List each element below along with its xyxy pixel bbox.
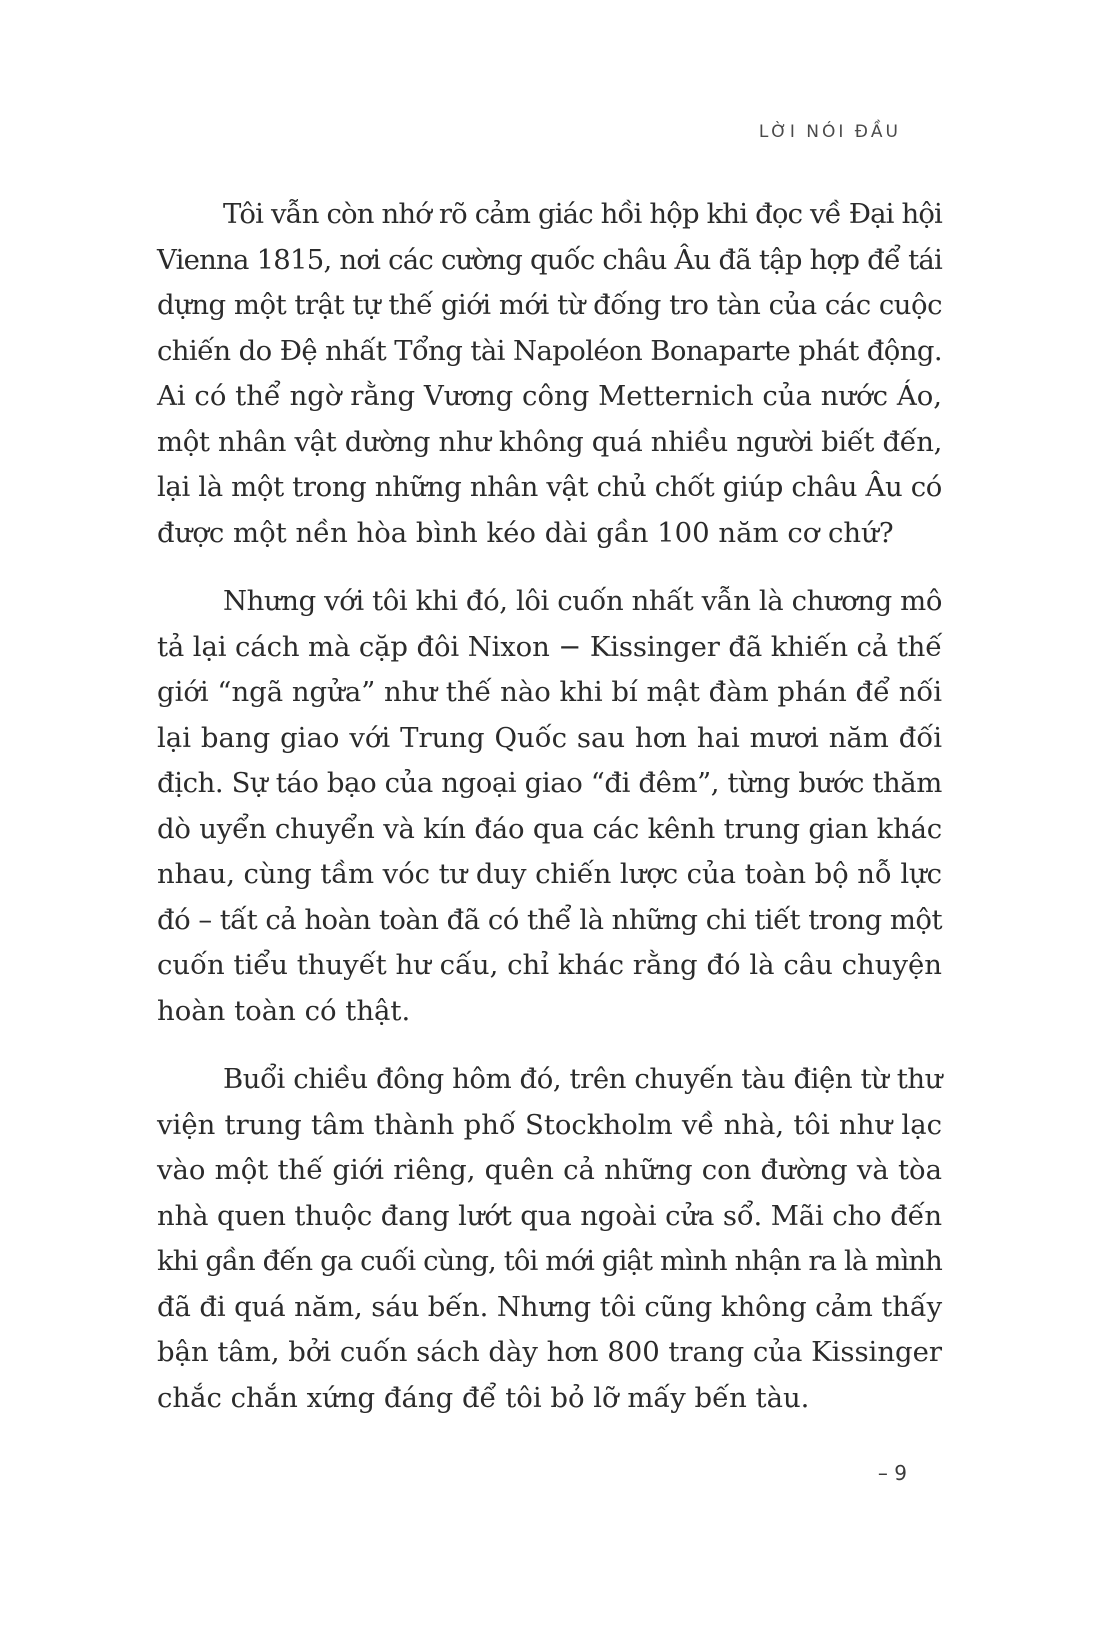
text-line: nhà quen thuộc đang lướt qua ngoài cửa sổ. Mãi cho đến [157, 1199, 943, 1232]
text-line: lại là một trong những nhân vật chủ chốt giúp châu Âu có [157, 471, 942, 503]
page-body [157, 192, 942, 1444]
text-line: Ai có thể ngờ rằng Vương công Metternich của nước Áo, [157, 380, 942, 412]
text-line: tả lại cách mà cặp đôi Nixon − Kissinger đã khiến cả thế [157, 630, 942, 663]
body-paragraph [157, 579, 942, 1034]
text-line: Buổi chiều đông hôm đó, trên chuyến tàu điện từ thư [223, 1063, 942, 1095]
page-number: – 9 [877, 1461, 907, 1485]
text-line: Vienna 1815, nơi các cường quốc châu Âu đã tập hợp để tái [157, 243, 942, 276]
text-line: cuốn tiểu thuyết hư cấu, chỉ khác rằng đó là câu chuyện [157, 949, 942, 981]
text-line: đã đi quá năm, sáu bến. Nhưng tôi cũng không cảm thấy [157, 1290, 942, 1323]
text-line: khi gần đến ga cuối cùng, tôi mới giật mình nhận ra là mình [157, 1245, 942, 1277]
text-line: một nhân vật dường như không quá nhiều người biết đến, [157, 425, 942, 458]
text-line: viện trung tâm thành phố Stockholm về nhà, tôi như lạc [157, 1108, 942, 1141]
text-line: Nhưng với tôi khi đó, lôi cuốn nhất vẫn là chương mô [223, 585, 942, 617]
text-line: lại bang giao với Trung Quốc sau hơn hai mươi năm đối [157, 721, 942, 754]
body-paragraph [157, 192, 942, 556]
text-line: nhau, cùng tầm vóc tư duy chiến lược của toàn bộ nỗ lực [157, 858, 942, 890]
text-line: giới “ngã ngửa” như thế nào khi bí mật đàm phán để nối [157, 676, 942, 708]
text-line: dựng một trật tự thế giới mới từ đống tro tàn của các cuộc [157, 289, 942, 321]
text-line: chiến do Đệ nhất Tổng tài Napoléon Bonaparte phát động. [157, 334, 942, 367]
text-line: được một nền hòa bình kéo dài gần 100 năm cơ chứ? [157, 516, 894, 549]
text-line: vào một thế giới riêng, quên cả những con đường và tòa [157, 1154, 942, 1186]
text-line: Tôi vẫn còn nhớ rõ cảm giác hồi hộp khi đọc về Đại hội [223, 198, 942, 230]
body-paragraph [157, 1057, 942, 1421]
text-line: đó – tất cả hoàn toàn đã có thể là những chi tiết trong một [157, 903, 942, 936]
text-line: dò uyển chuyển và kín đáo qua các kênh trung gian khác [157, 812, 942, 845]
text-line: hoàn toàn có thật. [157, 994, 411, 1027]
running-header: LỜI NÓI ĐẦU [758, 122, 901, 142]
text-line: địch. Sự táo bạo của ngoại giao “đi đêm”, từng bước thăm [157, 767, 942, 799]
text-line: bận tâm, bởi cuốn sách dày hơn 800 trang của Kissinger [157, 1336, 942, 1368]
text-line: chắc chắn xứng đáng để tôi bỏ lỡ mấy bến tàu. [157, 1381, 810, 1414]
